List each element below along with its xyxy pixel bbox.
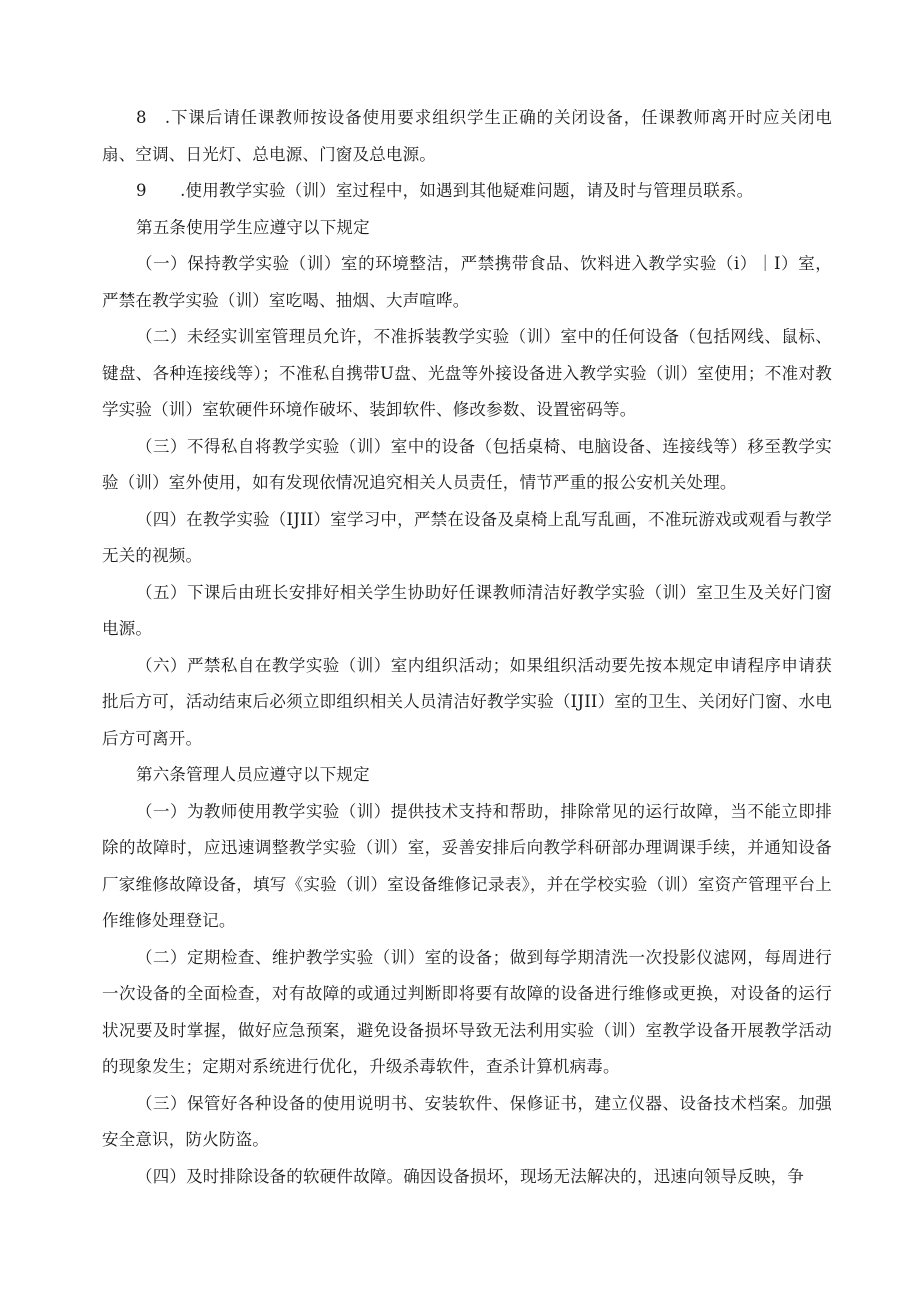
paragraph-student-3: （三）不得私自将教学实验（训）室中的设备（包括桌椅、电脑设备、连接线等）移至教学实验（训）室外使用，如有发现依情况追究相关人员责任，情节严重的报公安机关处理。 <box>102 436 832 492</box>
paragraph-admin-3: （三）保管好各种设备的使用说明书、安装软件、保修证书，建立仪器、设备技术档案。加强安全意识，防火防盗。 <box>102 1093 832 1149</box>
paragraph-student-1: （一）保持教学实验（训）室的环境整洁，严禁携带食品、饮料进入教学实验（i）｜I）室，严禁在教学实验（训）室吃喝、抽烟、大声喧哗。 <box>102 254 832 310</box>
paragraph-item-9: 9 .使用教学实验（训）室过程中，如遇到其他疑难问题，请及时与管理员联系。 <box>136 181 754 200</box>
paragraph-student-6: （六）严禁私自在教学实验（训）室内组织活动；如果组织活动要先按本规定申请程序申请获批后方可，活动结束后必须立即组织相关人员清洁好教学实验（IJII）室的卫生、关闭好门窗、水电后方可离开。 <box>102 655 832 748</box>
paragraph-admin-2: （二）定期检查、维护教学实验（训）室的设备；做到每学期清洗一次投影仪滤网，每周进行一次设备的全面检查，对有故障的或通过判断即将要有故障的设备进行维修或更换，对设备的运行状况要及时掌握，做好应急预案，避免设备损坏导致无法利用实验（训）室教学设备开展教学活动的现象发生；定期对系统进行优化，升级杀毒软件，查杀计算机病毒。 <box>102 947 832 1076</box>
paragraph-student-4: （四）在教学实验（IJII）室学习中，严禁在设备及桌椅上乱写乱画，不准玩游戏或观看与教学无关的视频。 <box>102 509 832 565</box>
paragraph-admin-1: （一）为教师使用教学实验（训）提供技术支持和帮助，排除常见的运行故障，当不能立即排除的故障时，应迅速调整教学实验（训）室，妥善安排后向教学科研部办理调课手续，并通知设备厂家维修故障设备，填写《实验（训）室设备维修记录表》，并在学校实验（训）室资产管理平台上作维修处理登记。 <box>102 801 832 930</box>
article-5-heading: 第五条使用学生应遵守以下规定 <box>136 217 370 237</box>
paragraph-item-8: 8 .下课后请任课教师按设备使用要求组织学生正确的关闭设备，任课教师离开时应关闭电扇、空调、日光灯、总电源、门窗及总电源。 <box>102 108 832 164</box>
paragraph-student-5: （五）下课后由班长安排好相关学生协助好任课教师清洁好教学实验（训）室卫生及关好门窗电源。 <box>102 582 832 638</box>
paragraph-student-2: （二）未经实训室管理员允许，不准拆装教学实验（训）室中的任何设备（包括网线、鼠标、键盘、各种连接线等）；不准私自携带U盘、光盘等外接设备进入教学实验（训）室使用；不准对教学实验（训）室软硬件环境作破坏、装卸软件、修改参数、设置密码等。 <box>102 327 832 419</box>
document-body <box>102 100 832 1195</box>
article-6-heading: 第六条管理人员应遵守以下规定 <box>136 765 370 784</box>
paragraph-admin-4: （四）及时排除设备的软硬件故障。确因设备损坏，现场无法解决的，迅速向领导反映，争 <box>136 1166 804 1186</box>
